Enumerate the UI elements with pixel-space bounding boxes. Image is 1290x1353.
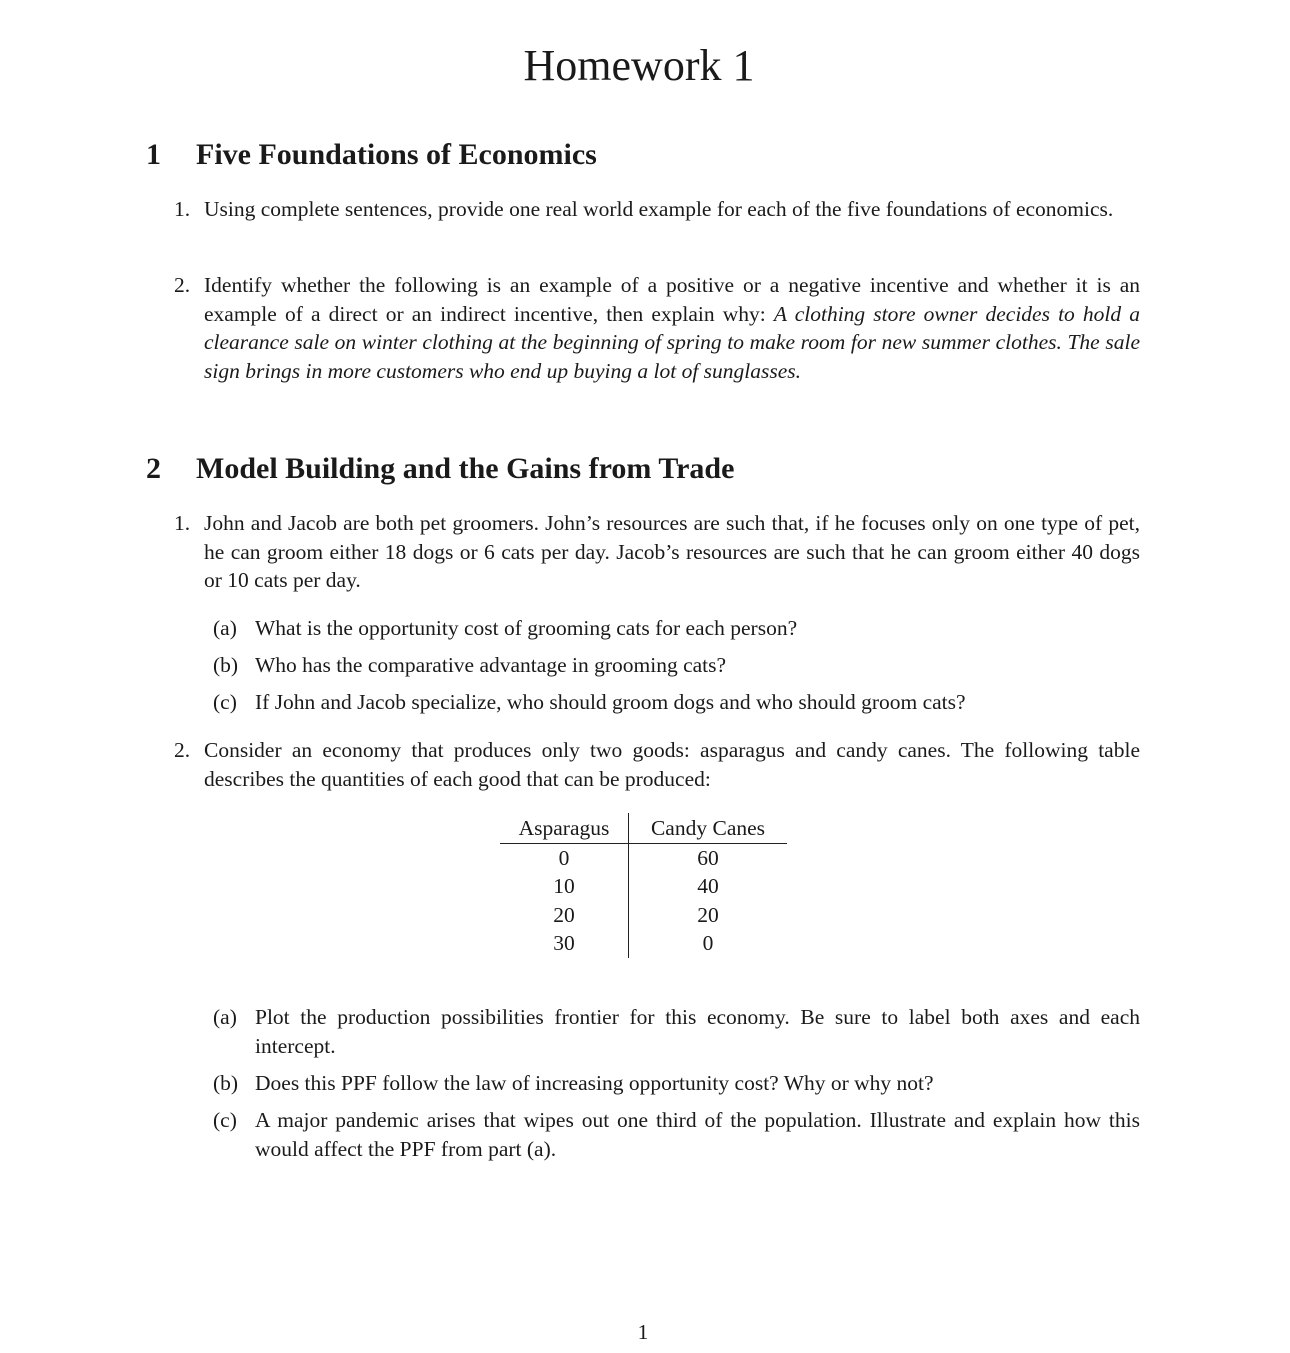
table-row bbox=[500, 930, 787, 959]
table-header-row bbox=[500, 813, 787, 844]
subquestion-label: (b) bbox=[213, 1071, 239, 1095]
column-header-candy-canes: Candy Canes bbox=[629, 813, 788, 844]
subquestion-label: (c) bbox=[213, 690, 237, 714]
subquestion-2-1-b bbox=[213, 651, 1140, 680]
subquestion-text: Does this PPF follow the law of increasing opportunity cost? Why or why not? bbox=[255, 1071, 934, 1095]
table-cell: 20 bbox=[500, 901, 629, 930]
question-text: John and Jacob are both pet groomers. John’s resources are such that, if he focuses only on one type of pet, he can groom either 18 dogs or 6 cats per day. Jacob’s resources are such that he can groom either 40 dogs or 10 cats per day. bbox=[204, 511, 1140, 593]
table-row bbox=[500, 901, 787, 930]
question-number: 1. bbox=[174, 197, 191, 221]
question-number: 1. bbox=[174, 511, 191, 535]
scenario-text: A clothing store owner decides to hold a clearance sale on winter clothing at the beginning of spring to make room for new summer clothes. The sale sign brings in more customers who end up buying a lot of sunglasses. bbox=[204, 301, 1141, 383]
table-cell: 0 bbox=[702, 931, 714, 956]
question-2-1 bbox=[174, 509, 1140, 595]
production-table bbox=[500, 813, 787, 958]
question-number: 2. bbox=[174, 273, 191, 297]
table-cell: 10 bbox=[500, 873, 629, 902]
section-number: 1 bbox=[146, 138, 161, 171]
table-cell: 0 bbox=[500, 844, 629, 873]
subquestion-2-1-c bbox=[213, 688, 1140, 717]
subquestion-text: Who has the comparative advantage in grooming cats? bbox=[255, 653, 727, 677]
document-title: Homework 1 bbox=[523, 41, 755, 90]
subquestion-text: Plot the production possibilities frontier for this economy. Be sure to label both axes and each intercept. bbox=[255, 1005, 1140, 1058]
subquestion-text: A major pandemic arises that wipes out one third of the population. Illustrate and explain how this would affect the PPF from part (a). bbox=[255, 1108, 1140, 1161]
question-2-2 bbox=[174, 736, 1140, 793]
subquestion-label: (a) bbox=[213, 1005, 237, 1029]
question-text: Using complete sentences, provide one real world example for each of the five foundations of economics. bbox=[204, 197, 1114, 221]
subquestion-text: If John and Jacob specialize, who should groom dogs and who should groom cats? bbox=[255, 690, 966, 714]
section-title: Model Building and the Gains from Trade bbox=[196, 452, 735, 485]
subquestion-2-2-b bbox=[213, 1069, 1140, 1098]
question-number: 2. bbox=[174, 738, 191, 762]
table-row bbox=[500, 873, 787, 902]
column-header-asparagus: Asparagus bbox=[500, 813, 629, 844]
subquestion-2-1-a bbox=[213, 614, 1140, 643]
question-text: Consider an economy that produces only two goods: asparagus and candy canes. The following table describes the quantities of each good that can be produced: bbox=[204, 738, 1140, 791]
question-1-2 bbox=[174, 271, 1140, 385]
section-title: Five Foundations of Economics bbox=[196, 138, 597, 171]
question-1-1 bbox=[174, 195, 1140, 224]
table-cell: 30 bbox=[500, 930, 629, 959]
subquestion-label: (c) bbox=[213, 1108, 237, 1132]
table-cell: 60 bbox=[697, 845, 719, 870]
subquestion-2-2-c bbox=[213, 1106, 1140, 1163]
subquestion-text: What is the opportunity cost of grooming cats for each person? bbox=[255, 616, 798, 640]
subquestion-2-2-a bbox=[213, 1003, 1140, 1060]
subquestion-label: (a) bbox=[213, 616, 237, 640]
question-prompt: Identify whether the following is an example of a positive or a negative incentive and whether it is an example of a direct or an indirect incentive, then explain why: bbox=[204, 273, 1140, 326]
question-text bbox=[204, 271, 1140, 385]
table-cell: 40 bbox=[697, 874, 719, 899]
section-2-heading bbox=[146, 452, 734, 486]
subquestion-label: (b) bbox=[213, 653, 239, 677]
table-row bbox=[500, 844, 787, 873]
table-cell: 20 bbox=[697, 902, 719, 927]
section-number: 2 bbox=[146, 452, 161, 485]
section-1-heading bbox=[146, 138, 597, 172]
page-number: 1 bbox=[637, 1320, 649, 1344]
